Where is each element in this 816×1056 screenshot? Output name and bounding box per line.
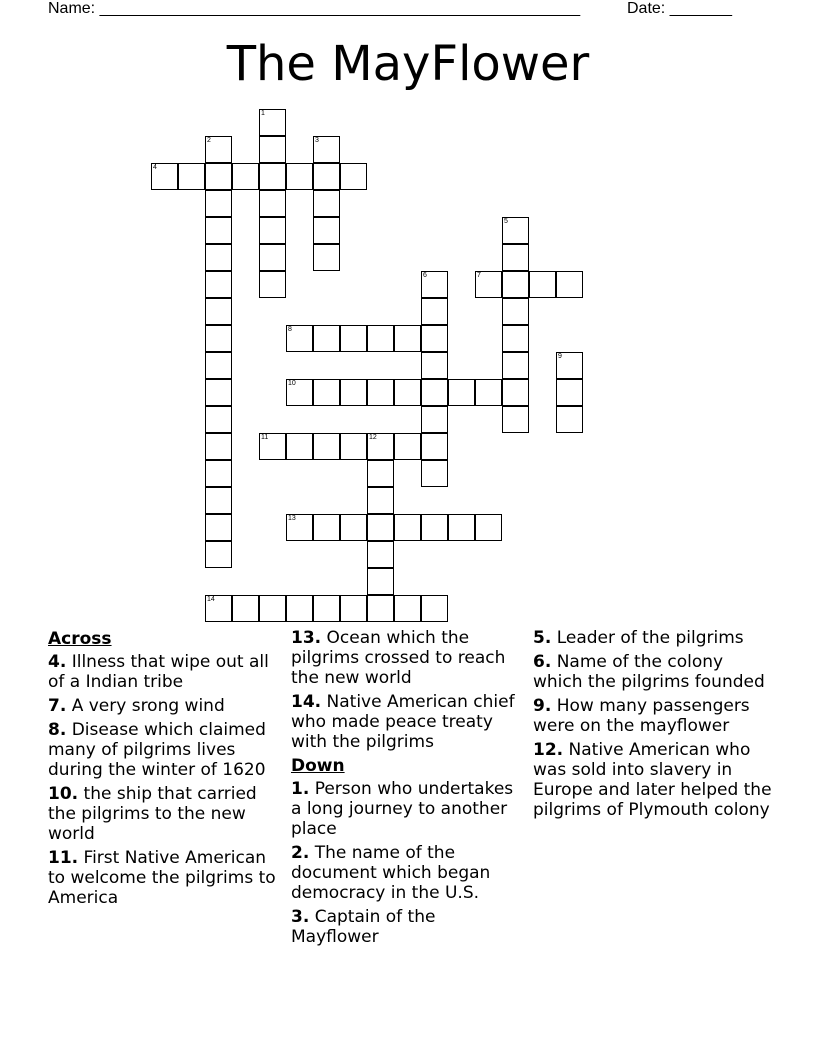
- grid-cell[interactable]: [205, 406, 232, 433]
- grid-cell[interactable]: [205, 541, 232, 568]
- clue-text: Disease which claimed many of pilgrims lives during the winter of 1620: [48, 720, 266, 780]
- grid-cell[interactable]: [394, 379, 421, 406]
- cell-number: 9: [558, 353, 562, 360]
- grid-cell[interactable]: [232, 163, 259, 190]
- grid-cell[interactable]: [205, 514, 232, 541]
- grid-cell[interactable]: [421, 298, 448, 325]
- grid-cell[interactable]: [205, 379, 232, 406]
- grid-cell[interactable]: [205, 325, 232, 352]
- clue-text: Native American chief who made peace treaty with the pilgrims: [291, 692, 515, 752]
- grid-cell[interactable]: [205, 487, 232, 514]
- grid-cell[interactable]: [502, 217, 529, 244]
- grid-cell[interactable]: [340, 595, 367, 622]
- clue-text: Native American who was sold into slavery in Europe and later helped the pilgrims of Plymouth colony: [533, 740, 772, 820]
- cell-number: 6: [423, 272, 427, 279]
- clues-column-3: [533, 628, 773, 824]
- grid-cell[interactable]: [205, 163, 232, 190]
- grid-cell[interactable]: [232, 595, 259, 622]
- page-title: The MayFlower: [226, 36, 590, 92]
- grid-cell[interactable]: [394, 433, 421, 460]
- grid-cell[interactable]: [259, 433, 286, 460]
- grid-cell[interactable]: [205, 136, 232, 163]
- clue-down-6: [533, 652, 773, 692]
- grid-cell[interactable]: [421, 271, 448, 298]
- grid-cell[interactable]: [475, 514, 502, 541]
- grid-cell[interactable]: [259, 190, 286, 217]
- grid-cell[interactable]: [556, 379, 583, 406]
- clue-number: 5.: [533, 628, 552, 648]
- clue-text: First Native American to welcome the pilgrims to America: [48, 848, 276, 908]
- grid-cell[interactable]: [151, 163, 178, 190]
- grid-cell[interactable]: [367, 595, 394, 622]
- grid-cell[interactable]: [502, 298, 529, 325]
- grid-cell[interactable]: [313, 244, 340, 271]
- grid-cell[interactable]: [313, 217, 340, 244]
- clue-text: How many passengers were on the mayflower: [533, 696, 750, 736]
- clue-across-11: [48, 848, 284, 908]
- grid-cell[interactable]: [286, 379, 313, 406]
- clue-down-9: [533, 696, 773, 736]
- cell-number: 3: [315, 137, 319, 144]
- clue-down-1: [291, 779, 527, 839]
- clue-across-14: [291, 692, 527, 752]
- across-heading: Across: [48, 629, 112, 649]
- grid-cell[interactable]: [205, 190, 232, 217]
- grid-cell[interactable]: [421, 325, 448, 352]
- grid-cell[interactable]: [421, 460, 448, 487]
- grid-cell[interactable]: [421, 352, 448, 379]
- clue-text: Person who undertakes a long journey to another place: [291, 779, 514, 839]
- grid-cell[interactable]: [556, 352, 583, 379]
- cell-number: 4: [153, 164, 157, 171]
- grid-cell[interactable]: [259, 163, 286, 190]
- clue-text: The name of the document which began democracy in the U.S.: [291, 843, 491, 903]
- grid-cell[interactable]: [367, 325, 394, 352]
- clue-number: 2.: [291, 843, 310, 863]
- grid-cell[interactable]: [340, 163, 367, 190]
- grid-cell[interactable]: [556, 271, 583, 298]
- grid-cell[interactable]: [340, 433, 367, 460]
- grid-cell[interactable]: [205, 352, 232, 379]
- clue-number: 1.: [291, 779, 310, 799]
- grid-cell[interactable]: [286, 514, 313, 541]
- clue-text: Ocean which the pilgrims crossed to reach the new world: [291, 628, 506, 688]
- grid-cell[interactable]: [367, 487, 394, 514]
- grid-cell[interactable]: [556, 406, 583, 433]
- grid-cell[interactable]: [259, 595, 286, 622]
- name-field[interactable]: Name: ______________________________________________________: [48, 0, 581, 17]
- cell-number: 14: [207, 596, 215, 603]
- grid-cell[interactable]: [286, 163, 313, 190]
- grid-cell[interactable]: [313, 190, 340, 217]
- clue-down-12: [533, 740, 773, 820]
- cell-number: 13: [288, 515, 296, 522]
- grid-cell[interactable]: [313, 163, 340, 190]
- grid-cell[interactable]: [313, 433, 340, 460]
- grid-cell[interactable]: [502, 406, 529, 433]
- grid-cell[interactable]: [205, 460, 232, 487]
- grid-cell[interactable]: [367, 568, 394, 595]
- grid-cell[interactable]: [421, 514, 448, 541]
- cell-number: 10: [288, 380, 296, 387]
- cell-number: 12: [369, 434, 377, 441]
- clue-across-8: [48, 720, 284, 780]
- clue-down-5: [533, 628, 773, 648]
- grid-cell[interactable]: [475, 271, 502, 298]
- grid-cell[interactable]: [259, 217, 286, 244]
- clues-column-1: [48, 628, 284, 912]
- grid-cell[interactable]: [421, 406, 448, 433]
- clue-text: Name of the colony which the pilgrims founded: [533, 652, 765, 692]
- grid-cell[interactable]: [178, 163, 205, 190]
- grid-cell[interactable]: [367, 514, 394, 541]
- clue-across-7: [48, 696, 284, 716]
- grid-cell[interactable]: [448, 514, 475, 541]
- clue-down-3: [291, 907, 527, 947]
- clue-number: 8.: [48, 720, 67, 740]
- grid-cell[interactable]: [313, 325, 340, 352]
- grid-cell[interactable]: [394, 325, 421, 352]
- grid-cell[interactable]: [502, 271, 529, 298]
- grid-cell[interactable]: [313, 136, 340, 163]
- grid-cell[interactable]: [205, 244, 232, 271]
- cell-number: 5: [504, 218, 508, 225]
- grid-cell[interactable]: [367, 433, 394, 460]
- clue-down-2: [291, 843, 527, 903]
- grid-cell[interactable]: [394, 514, 421, 541]
- clue-across-4: [48, 652, 284, 692]
- grid-cell[interactable]: [367, 379, 394, 406]
- clue-across-10: [48, 784, 284, 844]
- clue-number: 11.: [48, 848, 79, 868]
- grid-cell[interactable]: [286, 325, 313, 352]
- grid-cell[interactable]: [340, 325, 367, 352]
- clue-number: 3.: [291, 907, 310, 927]
- grid-cell[interactable]: [205, 217, 232, 244]
- cell-number: 1: [261, 110, 265, 117]
- grid-cell[interactable]: [205, 298, 232, 325]
- grid-cell[interactable]: [502, 379, 529, 406]
- grid-cell[interactable]: [286, 595, 313, 622]
- grid-cell[interactable]: [475, 379, 502, 406]
- grid-cell[interactable]: [448, 379, 475, 406]
- grid-cell[interactable]: [313, 595, 340, 622]
- grid-cell[interactable]: [421, 595, 448, 622]
- grid-cell[interactable]: [340, 379, 367, 406]
- clue-text: the ship that carried the pilgrims to the new world: [48, 784, 257, 844]
- grid-cell[interactable]: [313, 514, 340, 541]
- grid-cell[interactable]: [502, 325, 529, 352]
- clue-number: 4.: [48, 652, 67, 672]
- clue-number: 12.: [533, 740, 564, 760]
- grid-cell[interactable]: [502, 244, 529, 271]
- grid-cell[interactable]: [259, 244, 286, 271]
- grid-cell[interactable]: [313, 379, 340, 406]
- grid-cell[interactable]: [286, 433, 313, 460]
- clue-text: Illness that wipe out all of a Indian tribe: [48, 652, 269, 692]
- grid-cell[interactable]: [205, 595, 232, 622]
- cell-number: 8: [288, 326, 292, 333]
- clue-text: Captain of the Mayflower: [291, 907, 436, 947]
- clue-number: 10.: [48, 784, 79, 804]
- grid-cell[interactable]: [367, 541, 394, 568]
- grid-cell[interactable]: [205, 271, 232, 298]
- grid-cell[interactable]: [259, 271, 286, 298]
- clue-number: 7.: [48, 696, 67, 716]
- grid-cell[interactable]: [259, 109, 286, 136]
- clue-number: 6.: [533, 652, 552, 672]
- clue-number: 14.: [291, 692, 322, 712]
- down-heading: Down: [291, 756, 345, 776]
- grid-cell[interactable]: [421, 379, 448, 406]
- grid-cell[interactable]: [529, 271, 556, 298]
- grid-cell[interactable]: [205, 433, 232, 460]
- clue-across-13: [291, 628, 527, 688]
- grid-cell[interactable]: [502, 352, 529, 379]
- cell-number: 2: [207, 137, 211, 144]
- clue-text: Leader of the pilgrims: [556, 628, 744, 648]
- clue-number: 9.: [533, 696, 552, 716]
- grid-cell[interactable]: [367, 460, 394, 487]
- clue-number: 13.: [291, 628, 322, 648]
- cell-number: 11: [261, 434, 269, 441]
- grid-cell[interactable]: [394, 595, 421, 622]
- grid-cell[interactable]: [421, 433, 448, 460]
- cell-number: 7: [477, 272, 481, 279]
- date-field[interactable]: Date: _______: [627, 0, 732, 17]
- clue-text: A very srong wind: [71, 696, 225, 716]
- grid-cell[interactable]: [340, 514, 367, 541]
- clues-column-2: [291, 628, 527, 951]
- grid-cell[interactable]: [259, 136, 286, 163]
